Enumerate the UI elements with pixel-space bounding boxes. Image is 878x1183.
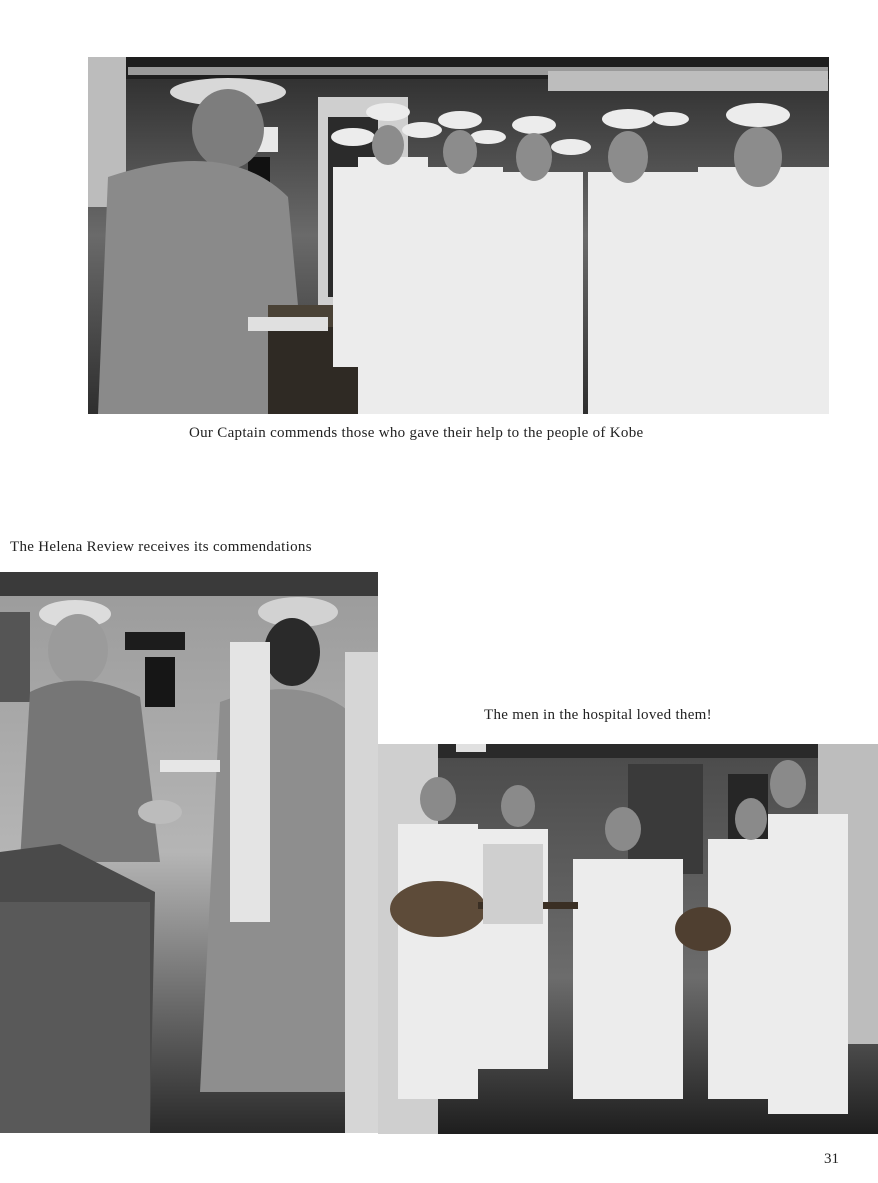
photo-hospital-musicians	[378, 744, 878, 1134]
photo-hospital-musicians-image	[378, 744, 878, 1134]
photo-captain-commendation-image	[88, 57, 829, 414]
page-number: 31	[824, 1151, 839, 1167]
caption-helena-review: The Helena Review receives its commendations	[10, 539, 312, 555]
photo-helena-review-handshake-image	[0, 572, 378, 1133]
photo-helena-review-handshake	[0, 572, 378, 1133]
caption-hospital: The men in the hospital loved them!	[484, 707, 712, 723]
caption-captain-commendation: Our Captain commends those who gave their help to the people of Kobe	[189, 425, 644, 441]
photo-captain-commendation	[88, 57, 829, 414]
